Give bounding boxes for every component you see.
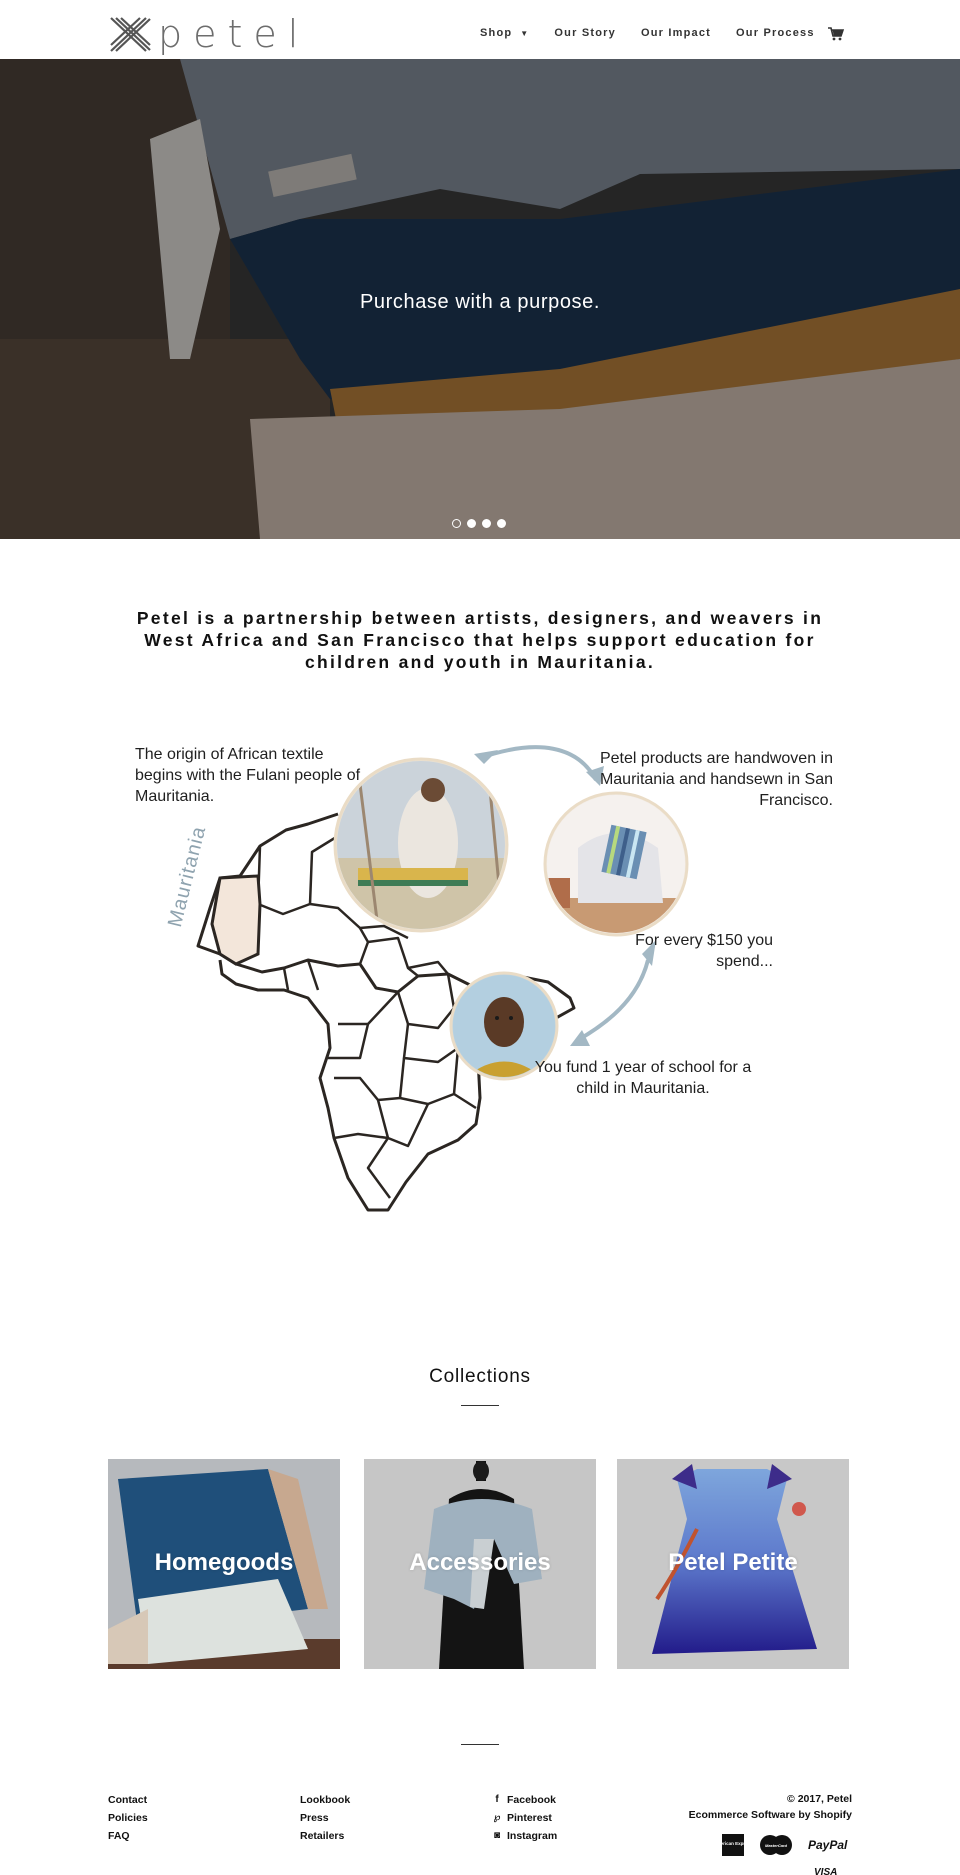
mastercard-mark: MasterCard [764, 1843, 788, 1848]
collection-card-petel-petite[interactable] [617, 1459, 849, 1669]
mastercard-icon [758, 1834, 794, 1856]
copyright-text: © 2017, Petel [787, 1793, 852, 1805]
collection-card-accessories[interactable] [364, 1459, 596, 1669]
site-header [0, 0, 960, 59]
footer-link-faq[interactable]: FAQ [108, 1830, 130, 1842]
collection-card-homegoods[interactable] [108, 1459, 340, 1669]
footer-link-retailers[interactable]: Retailers [300, 1830, 345, 1842]
paypal-mark: PayPal [808, 1838, 848, 1852]
nav-item-our-impact[interactable] [641, 27, 711, 39]
mauritania-map-label: Mauritania [164, 823, 211, 930]
footer-divider [461, 1744, 499, 1745]
collection-card-label: Homegoods [154, 1549, 294, 1576]
visa-icon [814, 1867, 848, 1875]
paypal-icon [808, 1834, 852, 1856]
pinterest-icon: ℘ [493, 1812, 501, 1823]
payment-icons [713, 1834, 852, 1856]
social-label: Pinterest [507, 1812, 552, 1824]
spend-text: For every $150 you spend... [635, 932, 773, 970]
main-nav [480, 27, 840, 39]
footer-links-col-2 [300, 1791, 350, 1845]
impact-infographic [108, 728, 852, 1228]
nav-item-label: Our Process [736, 27, 815, 39]
slide-dot-1[interactable] [452, 519, 461, 528]
caret-down-icon: ▼ [520, 28, 530, 38]
fund-text: You fund 1 year of school for a child in Mauritania. [534, 1059, 752, 1097]
nav-item-our-story[interactable] [554, 27, 616, 39]
visa-mark: VISA [814, 1867, 838, 1875]
collection-card-label: Accessories [409, 1549, 551, 1576]
footer-link-pinterest[interactable] [490, 1809, 557, 1827]
instagram-icon: ◙ [493, 1830, 501, 1841]
footer-social-links [490, 1791, 557, 1845]
collection-card-label: Petel Petite [668, 1549, 798, 1576]
slide-dot-4[interactable] [497, 519, 506, 528]
nav-item-label: Our Impact [640, 27, 712, 39]
footer-link-policies[interactable]: Policies [108, 1812, 148, 1824]
logo-mark-icon [108, 15, 152, 53]
footer-link-instagram[interactable] [490, 1827, 557, 1845]
footer-link-lookbook[interactable]: Lookbook [300, 1794, 351, 1806]
slide-dot-2[interactable] [467, 519, 476, 528]
social-label: Instagram [507, 1830, 558, 1842]
nav-item-label: Shop [480, 27, 513, 39]
slideshow-dots [452, 519, 512, 528]
chair-photo [544, 792, 694, 948]
amex-icon [713, 1834, 753, 1856]
facebook-icon: f [495, 1794, 499, 1805]
nav-item-shop[interactable] [480, 27, 529, 39]
nav-item-label: Our Story [554, 27, 616, 39]
footer-copyright [689, 1791, 852, 1823]
slide-dot-3[interactable] [482, 519, 491, 528]
amex-mark: American Express [713, 1841, 753, 1846]
social-label: Facebook [507, 1794, 557, 1806]
footer-links-col-1 [108, 1791, 148, 1845]
powered-by-link[interactable]: Ecommerce Software by Shopify [688, 1809, 852, 1821]
logo-text: petel [158, 12, 310, 56]
section-divider [461, 1405, 499, 1406]
nav-item-our-process[interactable] [736, 27, 815, 39]
hero-slideshow[interactable] [0, 59, 960, 539]
footer-link-facebook[interactable] [490, 1791, 557, 1809]
logo[interactable] [108, 14, 309, 54]
hero-tagline: Purchase with a purpose. [359, 291, 601, 313]
origin-text: The origin of African textile begins with the Fulani people of Mauritania. [135, 746, 361, 805]
products-text: Petel products are handwoven in Mauritania and handsewn in San Francisco. [599, 750, 833, 809]
footer-link-press[interactable]: Press [300, 1812, 329, 1824]
collections-title: Collections [429, 1366, 531, 1387]
cart-icon[interactable] [828, 27, 844, 41]
footer-link-contact[interactable]: Contact [108, 1794, 148, 1806]
intro-statement: Petel is a partnership between artists, designers, and weavers in West Africa and San Francisco that helps support education for children and youth in Mauritania. [136, 608, 824, 672]
